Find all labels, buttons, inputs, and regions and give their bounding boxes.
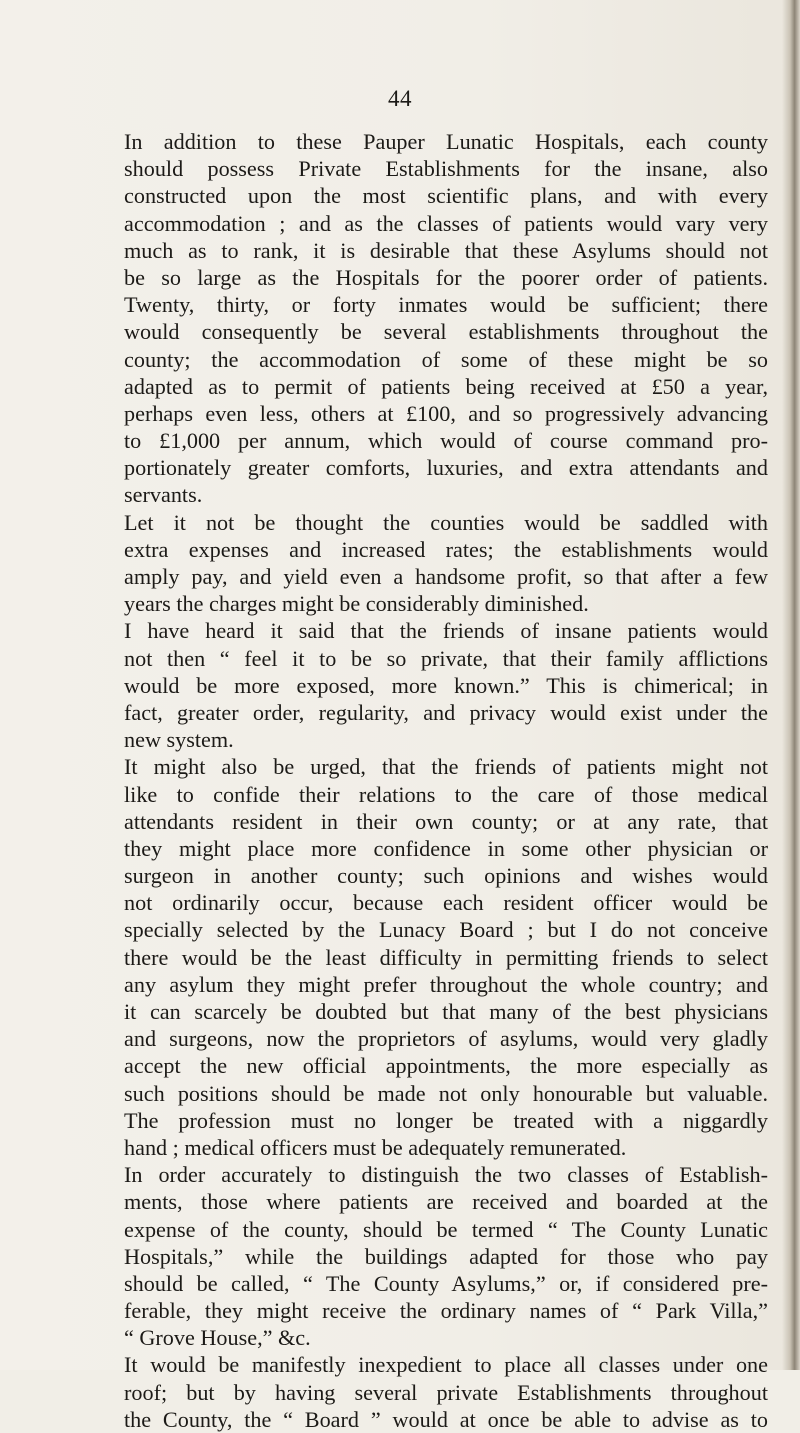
text-line: constructed upon the most scientific plans, and with every [124,183,768,209]
text-line: The profession must no longer be treated with a niggardly [124,1107,768,1133]
text-line: servants. [124,482,203,508]
text-line: not ordinarily occur, because each resident officer would be [124,890,768,916]
text-line: much as to rank, it is desirable that these Asylums should not [124,237,768,263]
text-line: In addition to these Pauper Lunatic Hospitals, each county [124,129,768,154]
text-line: It would be manifestly inexpedient to place all classes under one [124,1352,768,1378]
text-line: “ Grove House,” &c. [124,1325,311,1351]
text-line: surgeon in another county; such opinions and wishes would [124,863,768,889]
text-line: perhaps even less, others at £100, and so progressively advancing [124,400,768,426]
text-line: such positions should be made not only honourable but valuable. [124,1080,768,1106]
text-line: fact, greater order, regularity, and privacy would exist under the [124,699,768,725]
page-number: 44 [388,86,412,111]
text-line: extra expenses and increased rates; the establishments would [124,536,768,562]
text-line: be so large as the Hospitals for the poorer order of patients. [124,264,768,290]
text-line: county; the accommodation of some of these might be so [124,346,768,372]
text-line: ments, those where patients are received and boarded at the [124,1189,768,1215]
text-line: any asylum they might prefer throughout the whole country; and [124,971,768,997]
text-line: accept the new official appointments, the more especially as [124,1053,768,1079]
text-line: I have heard it said that the friends of insane patients would [124,618,768,644]
text-line: would be more exposed, more known.” This is chimerical; in [124,672,768,698]
text-line: years the charges might be considerably diminished. [124,591,589,617]
text-line: expense of the county, should be termed “ The County Lunatic [124,1216,768,1242]
text-line: attendants resident in their own county; or at any rate, that [124,808,768,834]
text-line: there would be the least difficulty in permitting friends to select [124,944,768,970]
text-line: Twenty, thirty, or forty inmates would be sufficient; there [124,292,768,318]
text-line: portionately greater comforts, luxuries, and extra attendants and [124,455,768,481]
text-line: Let it not be thought the counties would be saddled with [124,509,768,535]
text-line: and surgeons, now the proprietors of asylums, would very gladly [124,1026,768,1052]
text-line: hand ; medical officers must be adequately remunerated. [124,1134,627,1160]
text-line: In order accurately to distinguish the two classes of Establish- [124,1162,768,1188]
text-line: specially selected by the Lunacy Board ; but I do not conceive [124,917,768,943]
text-line: it can scarcely be doubted but that many of the best physicians [124,999,768,1024]
text-line: new system. [124,727,234,753]
text-line: roof; but by having several private Establishments throughout [124,1379,768,1405]
text-line: amply pay, and yield even a handsome profit, so that after a few [124,564,768,589]
text-line: the County, the “ Board ” would at once be able to advise as to [124,1406,768,1432]
text-line: not then “ feel it to be so private, that their family afflictions [124,645,768,671]
text-line: should be called, “ The County Asylums,” or, if considered pre- [124,1270,768,1296]
text-line: It might also be urged, that the friends of patients might not [124,754,768,780]
text-line: to £1,000 per annum, which would of course command pro- [124,428,768,454]
text-line: would consequently be several establishments throughout the [124,319,768,345]
text-line: Hospitals,” while the buildings adapted for those who pay [124,1243,768,1269]
text-line: ferable, they might receive the ordinary names of “ Park Villa,” [124,1298,768,1324]
text-line: like to confide their relations to the care of those medical [124,781,768,807]
text-line: they might place more confidence in some other physician or [124,835,768,861]
page-edge-shadow [782,0,800,1370]
text-line: adapted as to permit of patients being received at £50 a year, [124,373,768,399]
body-text [124,128,768,1433]
text-line: accommodation ; and as the classes of patients would vary very [124,210,768,236]
text-line: should possess Private Establishments for the insane, also [124,156,768,182]
